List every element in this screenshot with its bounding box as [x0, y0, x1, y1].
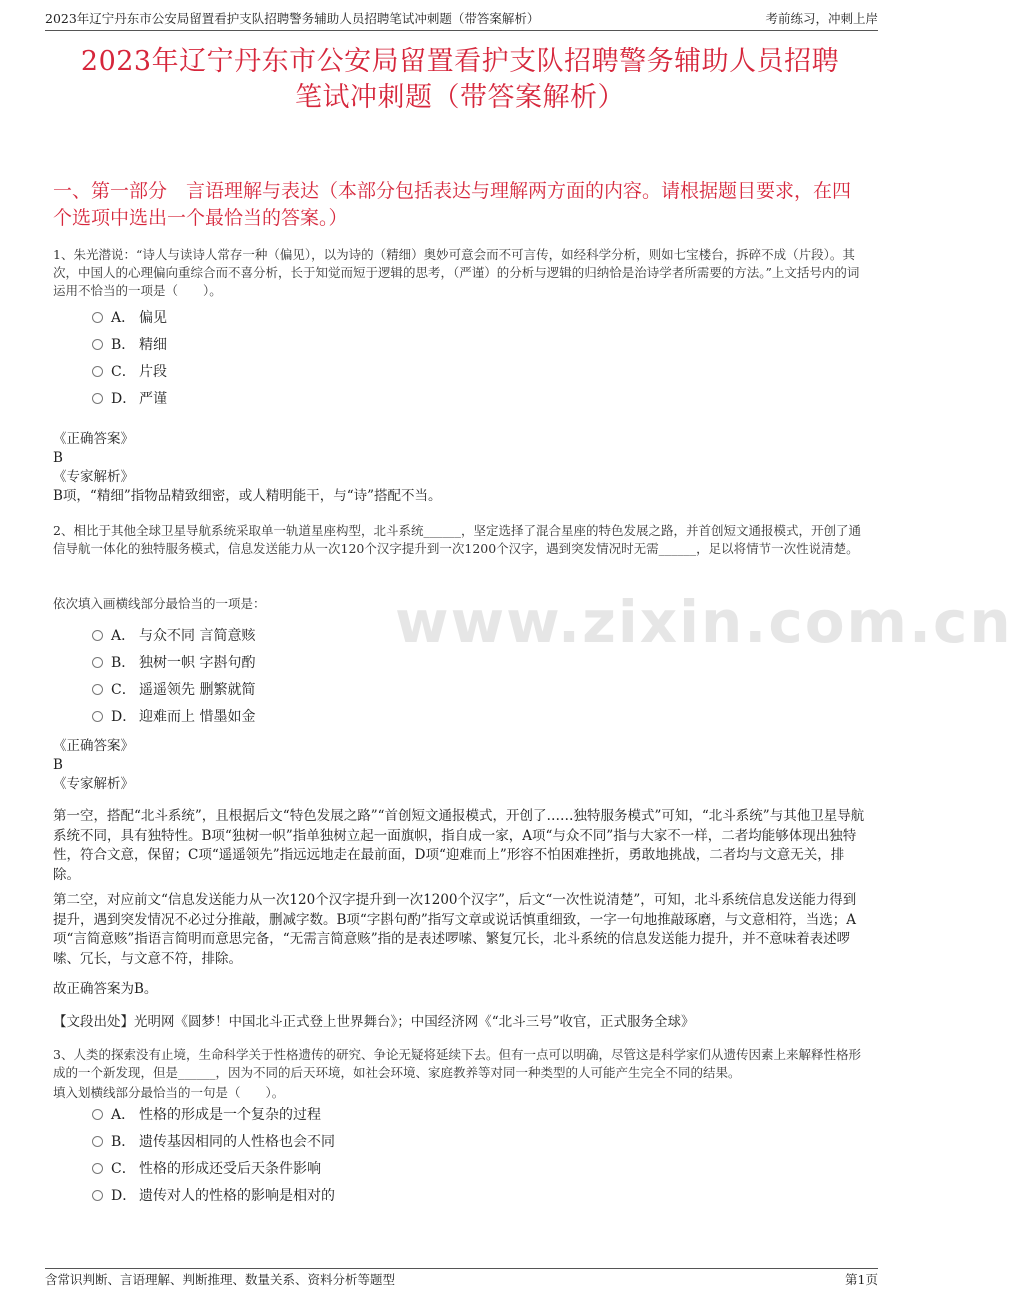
radio-icon[interactable]	[92, 366, 103, 377]
q1-option-c[interactable]: C． 片段	[92, 359, 692, 386]
question-3-prompt: 填入划横线部分最恰当的一句是（ ）。	[53, 1085, 285, 1100]
expert-label: 《专家解析》	[53, 776, 134, 792]
radio-icon[interactable]	[92, 1163, 103, 1174]
q2-explanation-2: 第二空，对应前文“信息发送能力从一次120个汉字提升到一次1200个汉字”，后文“一次性说清楚”，可知，北斗系统信息发送能力得到提升，遇到突发情况不必过分推敲，删减字数。B项“字斟句酌”指写文章或说话慎重细致，一字一句地推敲琢磨，与文意相符，当选；A项“言简意赅”指语言简明而意思完备，“无需言简意赅”指的是表述啰嗦、繁复冗长，北斗系统的信息发送能力提升，并不意味着表述啰嗦、冗长，与文意不符，排除。	[53, 892, 857, 967]
radio-icon[interactable]	[92, 711, 103, 722]
question-2-text: 2、相比于其他全球卫星导航系统采取单一轨道星座构型，北斗系统______，坚定选择了混合星座的特色发展之路，并首创短文通报模式，开创了通信导航一体化的独特服务模式，信息发送能力从一次120个汉字提升到一次1200个汉字，遇到突发情况时无需______，足以将情节一次性说清楚。	[53, 523, 861, 556]
question-3-options	[92, 1102, 692, 1210]
watermark: www.zixin.com.cn	[395, 588, 1013, 656]
q1-explanation: B项，“精细”指物品精致细密，或人精明能干，与“诗”搭配不当。	[53, 488, 442, 504]
q1-option-a[interactable]: A． 偏见	[92, 305, 692, 332]
q2-option-c[interactable]: C． 遥遥领先 删繁就简	[92, 677, 692, 704]
header-slogan: 考前练习，冲刺上岸	[765, 11, 878, 26]
q2-option-a[interactable]: A． 与众不同 言简意赅	[92, 623, 692, 650]
question-1-options	[92, 305, 692, 413]
radio-icon[interactable]	[92, 393, 103, 404]
radio-icon[interactable]	[92, 630, 103, 641]
header-doc-title: 2023年辽宁丹东市公安局留置看护支队招聘警务辅助人员招聘笔试冲刺题（带答案解析）	[45, 11, 540, 26]
q1-answer: B	[53, 450, 63, 466]
radio-icon[interactable]	[92, 1136, 103, 1147]
q3-option-a[interactable]: A． 性格的形成是一个复杂的过程	[92, 1102, 692, 1129]
answer-label: 《正确答案》	[53, 431, 134, 447]
radio-icon[interactable]	[92, 1190, 103, 1201]
q3-option-b[interactable]: B． 遗传基因相同的人性格也会不同	[92, 1129, 692, 1156]
question-3-text: 3、人类的探索没有止境，生命科学关于性格遗传的研究、争论无疑将延续下去。但有一点可以明确，尽管这是科学家们从遗传因素上来解释性格形成的一个新发现，但是______，因为不同的后天环境，如社会环境、家庭教养等对同一种类型的人可能产生完全不同的结果。	[53, 1047, 861, 1080]
page-footer	[45, 1268, 878, 1293]
q1-option-d[interactable]: D． 严谨	[92, 386, 692, 413]
question-2-prompt: 依次填入画横线部分最恰当的一项是：	[53, 596, 266, 611]
q1-answer-block	[53, 430, 868, 506]
section-heading: 一、第一部分 言语理解与表达（本部分包括表达与理解两方面的内容。请根据题目要求，在四个选项中选出一个最恰当的答案。）	[53, 180, 852, 229]
title-line-1: 2023年辽宁丹东市公安局留置看护支队招聘警务辅助人员招聘	[80, 46, 840, 77]
radio-icon[interactable]	[92, 657, 103, 668]
page-number: 第1页	[845, 1272, 878, 1287]
radio-icon[interactable]	[92, 1109, 103, 1120]
q1-option-b[interactable]: B． 精细	[92, 332, 692, 359]
expert-label: 《专家解析》	[53, 469, 134, 485]
q2-answer: B	[53, 757, 63, 773]
q2-source: 【文段出处】光明网《圆梦！中国北斗正式登上世界舞台》；中国经济网《“北斗三号”收官，正式服务全球》	[53, 1014, 695, 1030]
radio-icon[interactable]	[92, 312, 103, 323]
q2-explanation-1: 第一空，搭配“北斗系统”，且根据后文“特色发展之路”“首创短文通报模式，开创了……独特服务模式”可知，“北斗系统”与其他卫星导航系统不同，具有独特性。B项“独树一帜”指单独树立起一面旗帜，指自成一家，A项“与众不同”指与大家不一样，二者均能够体现出独特性，符合文意，保留；C项“遥遥领先”指远远地走在最前面，D项“迎难而上”形容不怕困难挫折，勇敢地挑战，二者均与文意无关，排除。	[53, 808, 865, 883]
q2-explanation-3: 故正确答案为B。	[53, 981, 158, 997]
q3-option-c[interactable]: C． 性格的形成还受后天条件影响	[92, 1156, 692, 1183]
q2-answer-block	[53, 737, 868, 794]
document-title	[40, 44, 880, 116]
q2-option-b[interactable]: B． 独树一帜 字斟句酌	[92, 650, 692, 677]
q3-option-d[interactable]: D． 遗传对人的性格的影响是相对的	[92, 1183, 692, 1210]
radio-icon[interactable]	[92, 684, 103, 695]
answer-label: 《正确答案》	[53, 738, 134, 754]
page-header	[45, 8, 878, 31]
radio-icon[interactable]	[92, 339, 103, 350]
question-1-text: 1、朱光潜说：“诗人与读诗人常存一种（偏见），以为诗的（精细）奥妙可意会而不可言传，如经科学分析，则如七宝楼台，拆碎不成（片段）。其次，中国人的心理偏向重综合而不喜分析，长于知觉而短于逻辑的思考，（严谨）的分析与逻辑的归纳恰是治诗学者所需要的方法。”上文括号内的词运用不恰当的一项是（ ）。	[53, 247, 860, 298]
title-line-2: 笔试冲刺题（带答案解析）	[295, 82, 625, 113]
question-2-options	[92, 623, 692, 731]
q2-option-d[interactable]: D． 迎难而上 惜墨如金	[92, 704, 692, 731]
footer-note: 含常识判断、言语理解、判断推理、数量关系、资料分析等题型	[45, 1272, 396, 1287]
